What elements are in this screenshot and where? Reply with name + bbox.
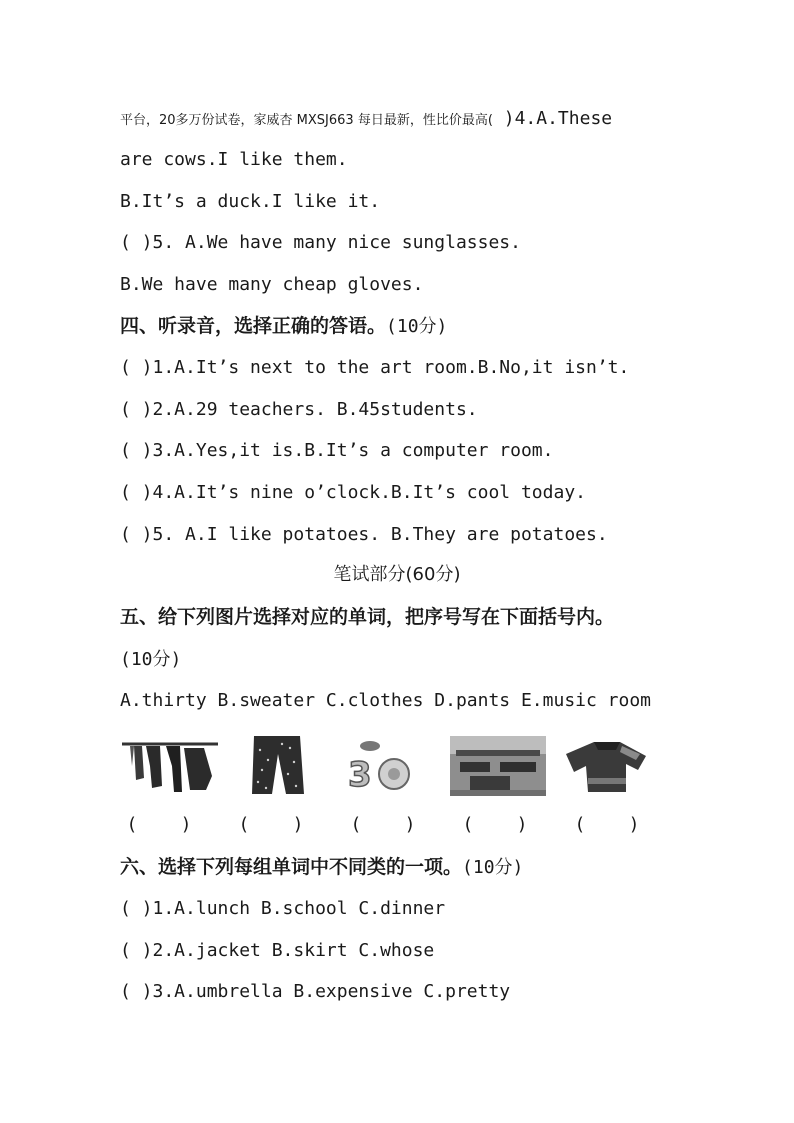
question-5-a: ( )5. A.We have many nice sunglasses. [120,232,521,253]
s6-item-1: ( )1.A.lunch B.school C.dinner [120,898,446,919]
picture-row [120,736,660,800]
answer-bracket-1[interactable]: ( ) [126,814,192,835]
s4-item-4: ( )4.A.It’s nine o’clock.B.It’s cool today. [120,482,586,503]
music-room-picture [450,736,546,796]
section-4-title: 四、听录音，选择正确的答语。 [120,315,387,337]
question-5-b: B.We have many cheap gloves. [120,274,424,295]
s4-item-2: ( )2.A.29 teachers. B.45students. [120,399,478,420]
answer-bracket-2[interactable]: ( ) [238,814,304,835]
s4-item-1: ( )1.A.It’s next to the art room.B.No,it isn’t. [120,357,630,378]
promo-text: 平台，20多万份试卷，家威杏 MXSJ663 每日最新，性比价最高( [120,113,493,128]
section-5-score: (10分) [120,649,182,670]
section-4-heading [120,313,447,340]
pants-picture [246,736,308,796]
s4-item-5: ( )5. A.I like potatoes. B.They are potatoes. [120,524,608,545]
question-4-start: )4.A.These [492,108,613,129]
section-4-score: (10分) [386,316,448,337]
section-6-title: 六、选择下列每组单词中不同类的一项。 [120,856,463,878]
s6-item-3: ( )3.A.umbrella B.expensive C.pretty [120,981,511,1002]
question-4-b: B.It’s a duck.I like it. [120,191,381,212]
section-6-score: (10分) [462,857,524,878]
section-5-options: A.thirty B.sweater C.clothes D.pants E.music room [120,690,652,711]
s4-item-3: ( )3.A.Yes,it is.B.It’s a computer room. [120,440,554,461]
clothes-rack-picture [120,736,220,796]
question-4-a-cont: are cows.I like them. [120,149,348,170]
answer-bracket-4[interactable]: ( ) [462,814,528,835]
sweater-picture [560,736,652,796]
section-5-heading: 五、给下列图片选择对应的单词，把序号写在下面括号内。 [120,606,615,628]
s6-item-2: ( )2.A.jacket B.skirt C.whose [120,940,435,961]
answer-brackets [120,814,680,838]
section-6-heading [120,854,523,881]
answer-bracket-5[interactable]: ( ) [574,814,640,835]
written-part-title: 笔试部分(60分) [333,564,461,585]
header-line [120,107,612,133]
section-5-score-line [120,646,181,673]
svg-text:3: 3 [348,755,372,795]
answer-bracket-3[interactable]: ( ) [350,814,416,835]
number-thirty-picture [340,736,420,796]
